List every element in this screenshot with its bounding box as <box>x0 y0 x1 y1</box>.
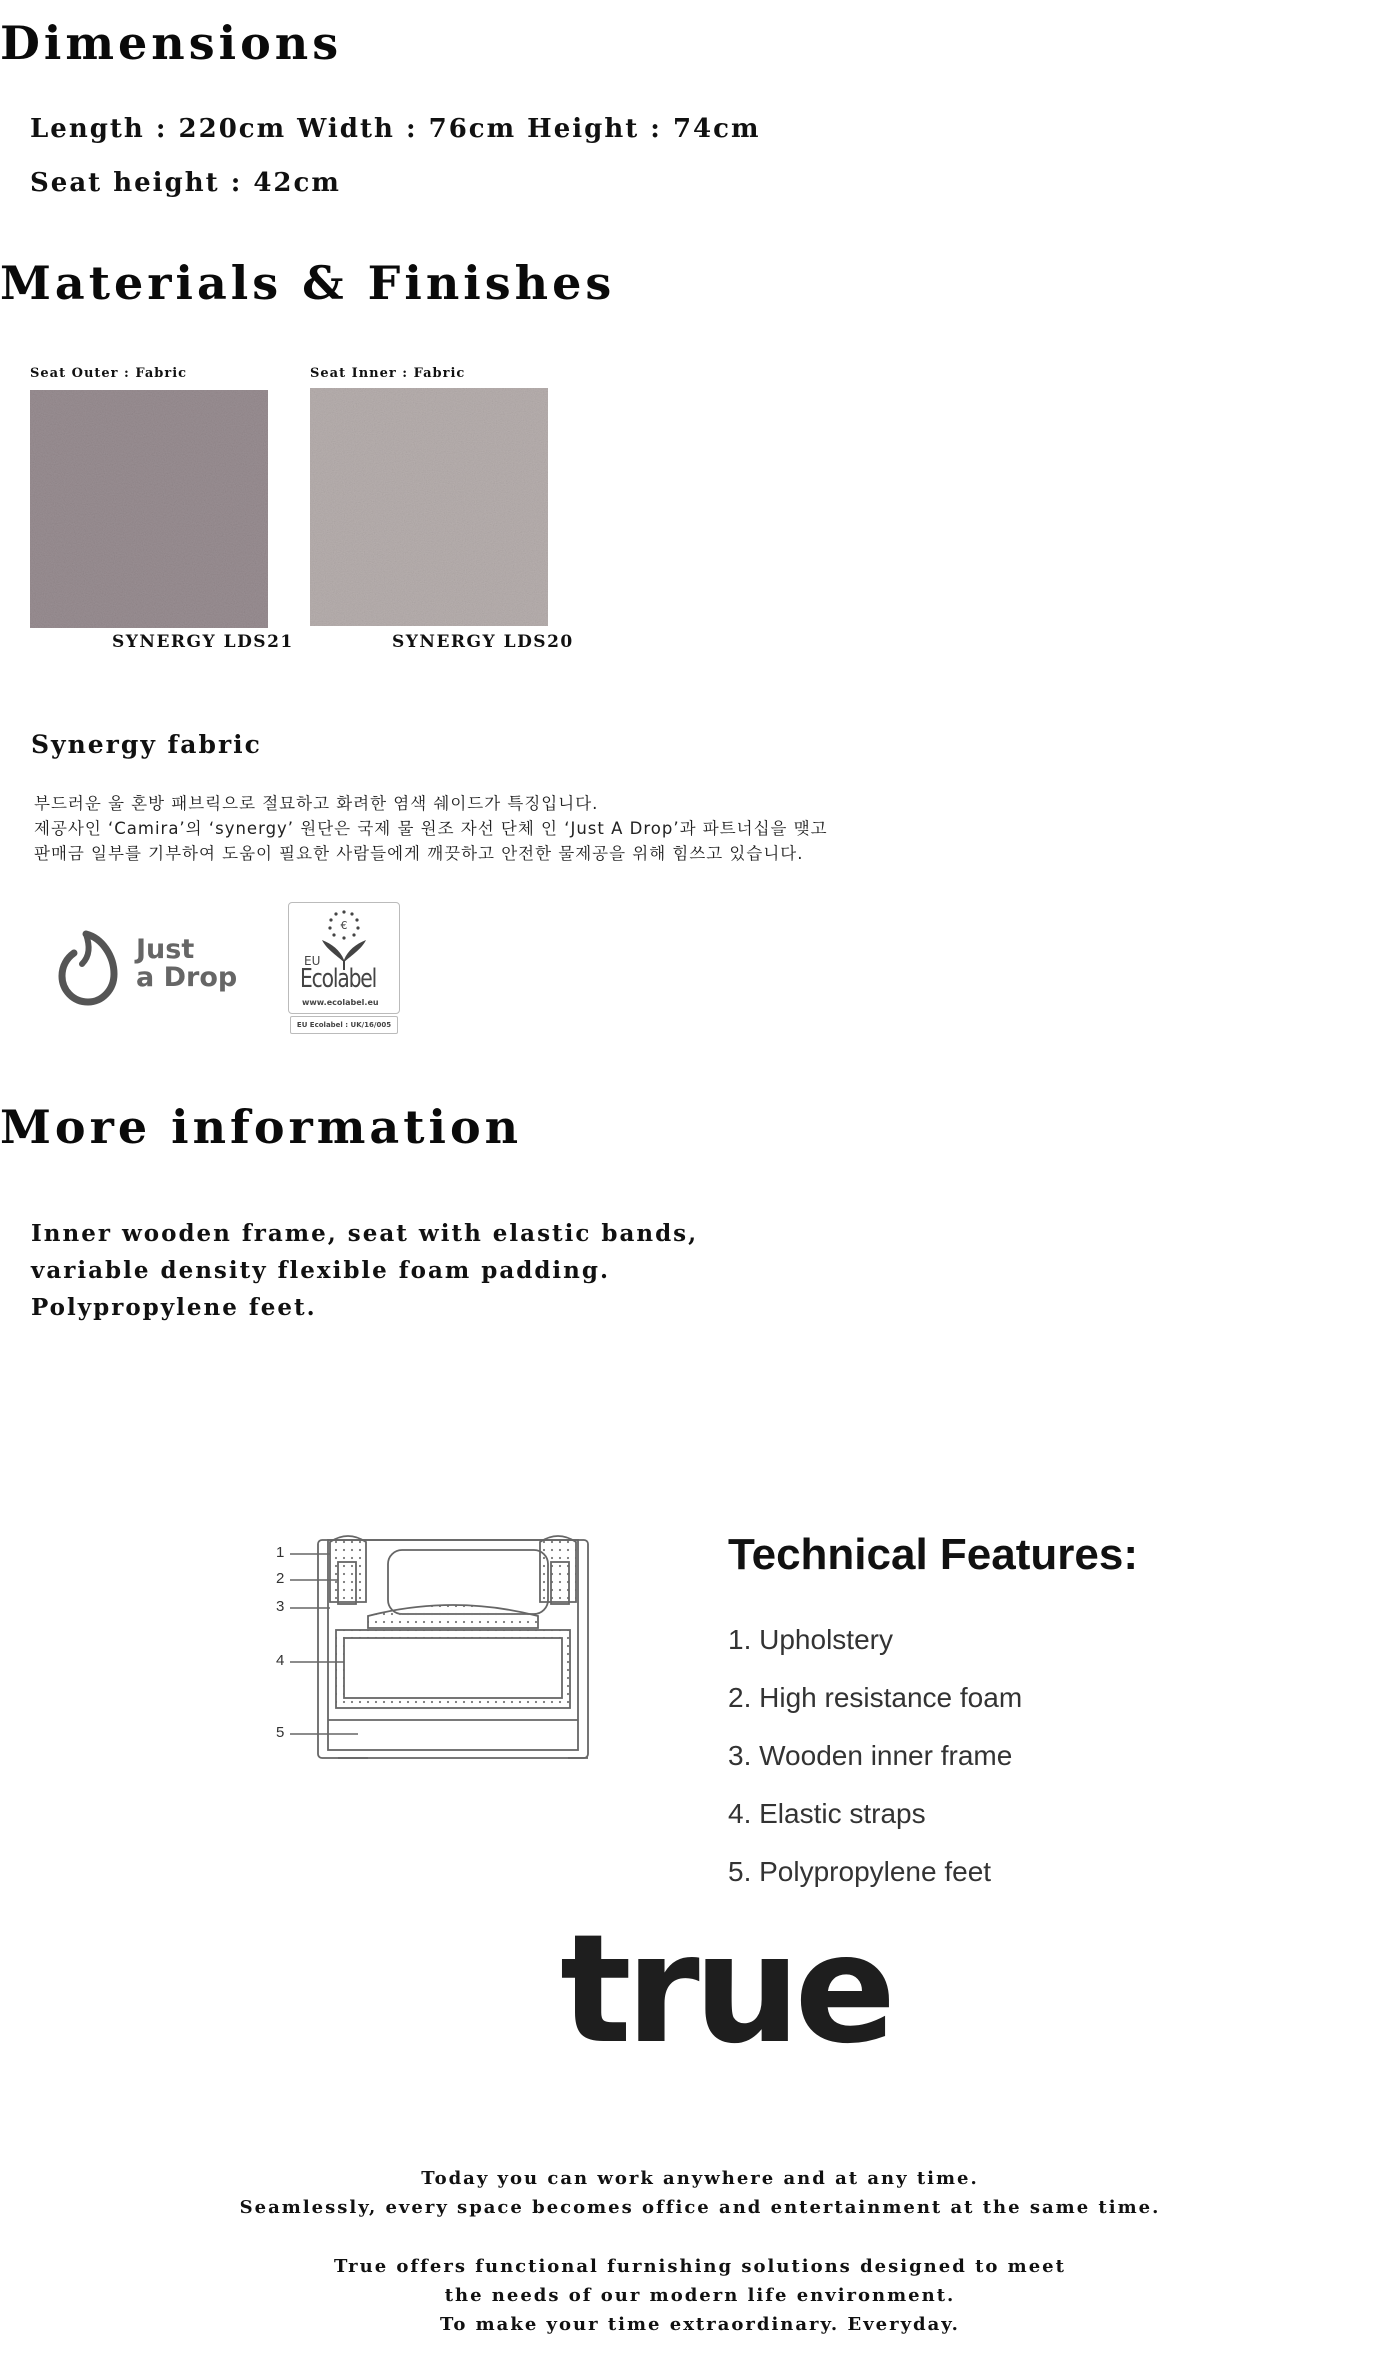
technical-feature-item: 2. High resistance foam <box>728 1682 1023 1713</box>
fabric-text-line: 판매금 일부를 기부하여 도움이 필요한 사람들에게 깨끗하고 안전한 물제공을 위해 힘쓰고 있습니다. <box>34 844 804 863</box>
eu-ecolabel-logo <box>288 902 400 1036</box>
technical-feature-item: 5. Polypropylene feet <box>728 1856 992 1887</box>
closing-line: Seamlessly, every space becomes office and entertainment at the same time. <box>239 2197 1161 2218</box>
materials-title: Materials & Finishes <box>0 256 616 310</box>
just-a-drop-logo <box>56 928 246 1008</box>
dimensions-title: Dimensions <box>0 16 343 70</box>
more-info-title: More information <box>0 1100 523 1154</box>
closing-line: Today you can work anywhere and at any time. <box>421 2168 979 2189</box>
more-info-line: Inner wooden frame, seat with elastic bands, <box>31 1220 699 1247</box>
just-a-drop-text: Just <box>136 934 195 965</box>
swatch-inner-image <box>310 388 548 626</box>
sofa-diagram <box>268 1522 628 1762</box>
technical-feature-item: 4. Elastic straps <box>728 1798 926 1829</box>
technical-feature-item: 3. Wooden inner frame <box>728 1740 1013 1771</box>
ecolabel-name: Ecolabel <box>300 964 377 994</box>
svg-text:€: € <box>340 919 348 932</box>
more-info-line: Polypropylene feet. <box>31 1294 317 1321</box>
diagram-number: 4 <box>276 1652 285 1669</box>
diagram-number: 2 <box>276 1570 285 1587</box>
technical-features-title: Technical Features: <box>728 1530 1138 1579</box>
fabric-text-line: 제공사인 ‘Camira’의 ‘synergy’ 원단은 국제 물 원조 자선 단체 인 ‘Just A Drop’과 파트너십을 맺고 <box>34 819 828 838</box>
swatch-outer-image <box>30 390 268 628</box>
closing-line: To make your time extraordinary. Everyday. <box>440 2314 960 2335</box>
true-logo: true <box>560 1903 891 2077</box>
swatch-inner-label: Seat Inner : Fabric <box>310 366 466 381</box>
diagram-number: 1 <box>276 1544 285 1561</box>
swatch-inner-name: SYNERGY LDS20 <box>392 632 574 652</box>
swatch-outer-name: SYNERGY LDS21 <box>112 632 294 652</box>
just-a-drop-text: a Drop <box>136 962 238 993</box>
more-info-line: variable density flexible foam padding. <box>31 1257 610 1284</box>
ecolabel-url: www.ecolabel.eu <box>302 998 379 1007</box>
closing-line: True offers functional furnishing solutions designed to meet <box>334 2256 1066 2277</box>
seat-height-line: Seat height : 42cm <box>30 168 341 198</box>
fabric-title: Synergy fabric <box>31 730 262 759</box>
ecolabel-code: EU Ecolabel : UK/16/005 <box>290 1016 398 1034</box>
ecolabel-eu: EU <box>304 954 321 968</box>
closing-line: the needs of our modern life environment. <box>444 2285 956 2306</box>
diagram-number: 3 <box>276 1598 285 1615</box>
swatch-outer-label: Seat Outer : Fabric <box>30 366 188 381</box>
dimensions-line: Length : 220cm Width : 76cm Height : 74cm <box>30 114 761 144</box>
diagram-number: 5 <box>276 1724 285 1741</box>
fabric-text-line: 부드러운 울 혼방 패브릭으로 절묘하고 화려한 염색 쉐이드가 특징입니다. <box>34 794 599 813</box>
technical-feature-item: 1. Upholstery <box>728 1624 893 1655</box>
